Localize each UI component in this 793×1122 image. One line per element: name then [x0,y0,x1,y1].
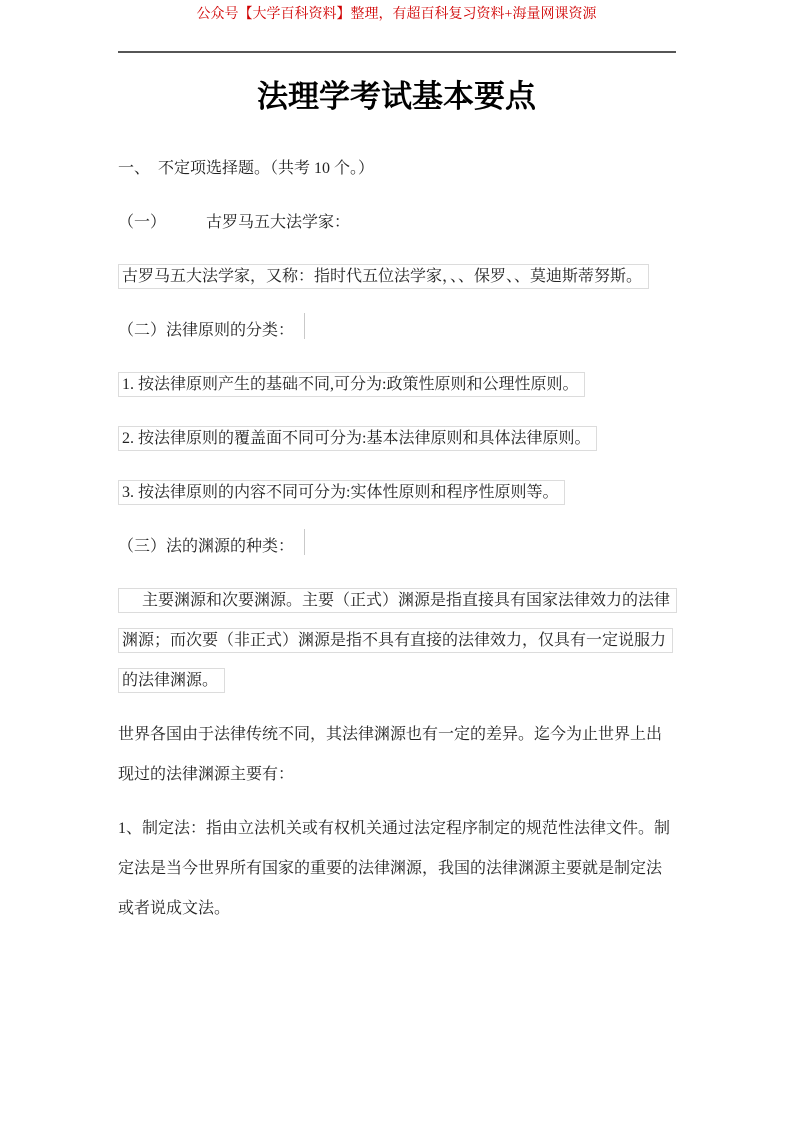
paragraph-world-traditions [118,715,676,795]
paragraph-principle-type-1 [118,365,676,405]
paragraph-sources-of-law [118,581,676,701]
field-boxed-text: 2. 按法律原则的覆盖面不同可分为:基本法律原则和具体法律原则。 [118,426,597,451]
body-text: 1、制定法：指由立法机关或有权机关通过法定程序制定的规范性法律文件。制定法是当今世界所有国家的重要的法律渊源，我国的法律渊源主要就是制定法或者说成文法。 [118,820,671,917]
header-divider-line [118,51,676,53]
page-title: 法理学考试基本要点 [257,79,536,114]
page-header [0,0,793,24]
paragraph-section-1-heading: 一、 不定项选择题。（共考 10 个。） [118,160,375,177]
body-text: 世界各国由于法律传统不同，其法律渊源也有一定的差异。迄今为止世界上出现过的法律渊源主要有： [118,726,663,783]
paragraph-item-1-heading: （一） 古罗马五大法学家： [118,214,351,231]
paragraph-item-3-heading [118,527,676,567]
header-watermark-text: 公众号【大学百科资料】整理，有超百科复习资料+海量网课资源 [196,7,597,22]
field-boundary-mark [304,529,305,555]
paragraph-principle-type-2 [118,419,676,459]
heading-text: （三）法的渊源的种类： [118,538,295,555]
field-boxed-text: 3. 按法律原则的内容不同可分为:实体性原则和程序性原则等。 [118,480,565,505]
field-boxed-text: 古罗马五大法学家，又称：指时代五位法学家，、、保罗、、莫迪斯蒂努斯。 [118,264,649,289]
paragraph-principle-type-3 [118,473,676,513]
field-boxed-text: 1. 按法律原则产生的基础不同,可分为:政策性原则和公理性原则。 [118,372,585,397]
paragraph-roman-jurists [118,257,676,297]
paragraph-statute-law [118,809,676,929]
heading-text: （二）法律原则的分类： [118,322,295,339]
document-body [118,149,676,929]
field-boxed-text: 主要渊源和次要渊源。主要（正式）渊源是指直接具有国家法律效力的法律渊源；而次要（非正式）渊源是指不具有直接的法律效力，仅具有一定说服力的法律渊源。 [118,588,677,693]
paragraph-item-2-heading [118,311,676,351]
field-boundary-mark [304,313,305,339]
